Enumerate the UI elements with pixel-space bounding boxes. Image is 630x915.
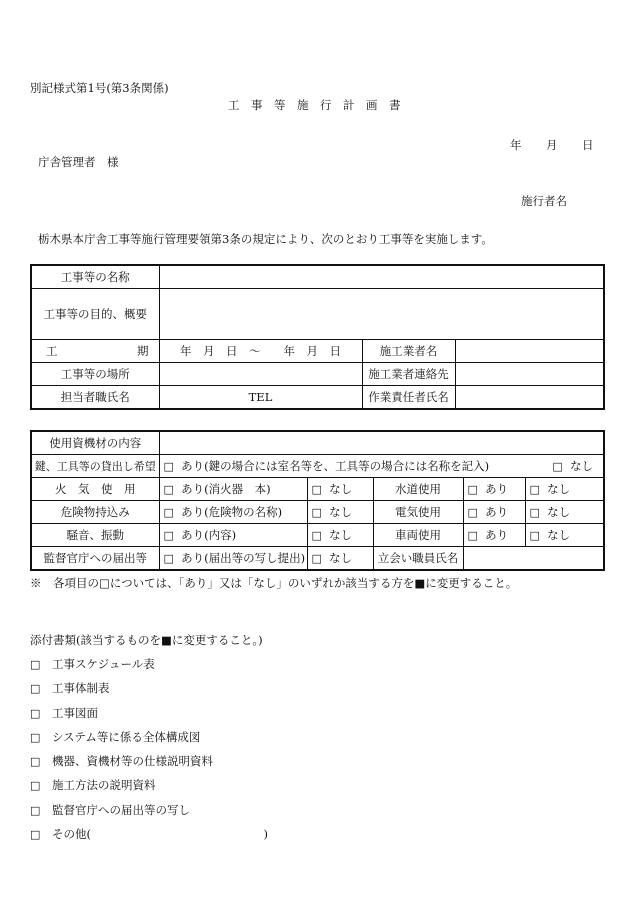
attachment-item[interactable]: [30, 729, 200, 745]
attachments-heading: 添付書類(該当するものを■に変更すること。): [30, 633, 263, 647]
materials-label: 使用資機材の内容: [31, 431, 159, 455]
materials-field[interactable]: [159, 431, 604, 455]
electric-label: 電気使用: [373, 501, 463, 524]
location-label: 工事等の場所: [31, 363, 159, 386]
key-no-label: なし: [570, 459, 594, 473]
contractor-contact-field[interactable]: [455, 363, 604, 386]
water-no-label: なし: [547, 482, 571, 496]
location-field[interactable]: [159, 363, 362, 386]
form-number: 別記様式第1号(第3条関係): [30, 81, 169, 95]
noise-yes-label: あり(内容): [181, 528, 237, 542]
page-title: 工 事 等 施 行 計 画 書: [228, 98, 401, 112]
name-label: 工事等の名称: [31, 265, 159, 289]
fire-yes-checkbox[interactable]: □: [163, 483, 174, 496]
hazard-no-checkbox[interactable]: □: [311, 506, 322, 519]
attachment-checkbox[interactable]: □: [30, 755, 41, 768]
attachment-label: 機器、資機材等の仕様説明資料: [52, 754, 213, 768]
tel-field[interactable]: TEL: [159, 386, 362, 410]
date-day: 日: [582, 138, 594, 152]
applicant-label: 施行者名: [521, 194, 567, 208]
report-no-label: なし: [329, 551, 353, 565]
hazard-no-label: なし: [329, 505, 353, 519]
fire-label: 火 気 使 用: [31, 478, 159, 501]
attachment-label: 工事図面: [52, 706, 98, 720]
attachment-checkbox[interactable]: □: [30, 804, 41, 817]
attachment-item[interactable]: [30, 802, 190, 818]
attachment-item[interactable]: [30, 826, 268, 842]
hazard-yes-option[interactable]: [159, 501, 307, 524]
key-yes-checkbox[interactable]: □: [163, 460, 174, 473]
addressee: 庁舎管理者 様: [38, 155, 119, 169]
period-label-a: 工: [46, 344, 58, 358]
electric-yes-label: あり: [485, 505, 509, 519]
fire-no-option[interactable]: [307, 478, 373, 501]
attachment-label: 施工方法の説明資料: [52, 778, 156, 792]
equipment-table: [30, 430, 605, 571]
vehicle-no-option[interactable]: [525, 524, 604, 547]
attachment-item[interactable]: [30, 705, 98, 721]
hazard-label: 危険物持込み: [31, 501, 159, 524]
report-yes-checkbox[interactable]: □: [163, 552, 174, 565]
water-yes-label: あり: [485, 482, 509, 496]
attachment-checkbox[interactable]: □: [30, 779, 41, 792]
key-no-checkbox[interactable]: □: [552, 460, 563, 473]
report-yes-option[interactable]: [159, 547, 307, 571]
witness-label: 立会い職員氏名: [373, 547, 463, 571]
purpose-label: 工事等の目的、概要: [31, 289, 159, 340]
water-yes-option[interactable]: [463, 478, 525, 501]
hazard-yes-checkbox[interactable]: □: [163, 506, 174, 519]
attachment-checkbox[interactable]: □: [30, 658, 41, 671]
water-yes-checkbox[interactable]: □: [467, 483, 478, 496]
date-month: 月: [546, 138, 558, 152]
noise-yes-option[interactable]: [159, 524, 307, 547]
noise-label: 騒音、振動: [31, 524, 159, 547]
work-info-table: [30, 264, 605, 410]
electric-yes-checkbox[interactable]: □: [467, 506, 478, 519]
attachment-checkbox[interactable]: □: [30, 731, 41, 744]
attachment-checkbox[interactable]: □: [30, 707, 41, 720]
fire-yes-label: あり(消火器 本): [181, 482, 271, 496]
contractor-field[interactable]: [455, 340, 604, 363]
electric-yes-option[interactable]: [463, 501, 525, 524]
responsible-field[interactable]: [455, 386, 604, 410]
period-label: [31, 340, 159, 363]
responsible-label: 作業責任者氏名: [362, 386, 455, 410]
fire-yes-option[interactable]: [159, 478, 307, 501]
fire-no-label: なし: [329, 482, 353, 496]
note-text: ※ 各項目の□については、「あり」又は「なし」のいずれか該当する方を■に変更すること。: [30, 576, 518, 590]
key-yes-label: あり(鍵の場合には室名等を、工具等の場合には名称を記入): [181, 459, 490, 473]
attachment-item[interactable]: [30, 680, 110, 696]
contractor-label: 施工業者名: [362, 340, 455, 363]
attachment-item[interactable]: [30, 656, 155, 672]
vehicle-yes-label: あり: [485, 528, 509, 542]
fire-no-checkbox[interactable]: □: [311, 483, 322, 496]
report-label: 監督官庁への届出等: [31, 547, 159, 571]
name-field[interactable]: [159, 265, 604, 289]
attachment-label: 監督官庁への届出等の写し: [52, 803, 190, 817]
attachment-checkbox[interactable]: □: [30, 828, 41, 841]
attachment-checkbox[interactable]: □: [30, 682, 41, 695]
vehicle-yes-checkbox[interactable]: □: [467, 529, 478, 542]
hazard-no-option[interactable]: [307, 501, 373, 524]
attachment-item[interactable]: [30, 753, 213, 769]
key-yes-option[interactable]: [164, 458, 490, 474]
attachment-item[interactable]: [30, 777, 156, 793]
electric-no-checkbox[interactable]: □: [529, 506, 540, 519]
attachment-label: システム等に係る全体構成図: [52, 730, 201, 744]
vehicle-no-label: なし: [547, 528, 571, 542]
intro-text: 栃木県本庁舎工事等施行管理要領第3条の規定により、次のとおり工事等を実施します。: [38, 232, 493, 246]
report-no-option[interactable]: [307, 547, 373, 571]
vehicle-yes-option[interactable]: [463, 524, 525, 547]
attachment-label: 工事体制表: [52, 681, 110, 695]
purpose-field[interactable]: [159, 289, 604, 340]
staff-label: 担当者職氏名: [31, 386, 159, 410]
witness-field[interactable]: [463, 547, 604, 571]
noise-no-label: なし: [329, 528, 353, 542]
hazard-yes-label: あり(危険物の名称): [181, 505, 283, 519]
key-options: [159, 455, 604, 478]
vehicle-label: 車両使用: [373, 524, 463, 547]
attachment-label: その他( ): [52, 827, 268, 841]
noise-no-option[interactable]: [307, 524, 373, 547]
contractor-contact-label: 施工業者連絡先: [362, 363, 455, 386]
date-year: 年: [510, 138, 522, 152]
attachment-label: 工事スケジュール表: [52, 657, 155, 671]
key-label: 鍵、工具等の貸出し希望: [31, 455, 159, 478]
water-no-checkbox[interactable]: □: [529, 483, 540, 496]
water-label: 水道使用: [373, 478, 463, 501]
noise-yes-checkbox[interactable]: □: [163, 529, 174, 542]
period-label-b: 期: [137, 344, 149, 358]
noise-no-checkbox[interactable]: □: [311, 529, 322, 542]
period-field[interactable]: 年 月 日 ～ 年 月 日: [159, 340, 362, 363]
report-no-checkbox[interactable]: □: [311, 552, 322, 565]
report-yes-label: あり(届出等の写し提出): [181, 551, 306, 565]
water-no-option[interactable]: [525, 478, 604, 501]
electric-no-label: なし: [547, 505, 571, 519]
key-no-option[interactable]: [552, 458, 599, 474]
vehicle-no-checkbox[interactable]: □: [529, 529, 540, 542]
electric-no-option[interactable]: [525, 501, 604, 524]
